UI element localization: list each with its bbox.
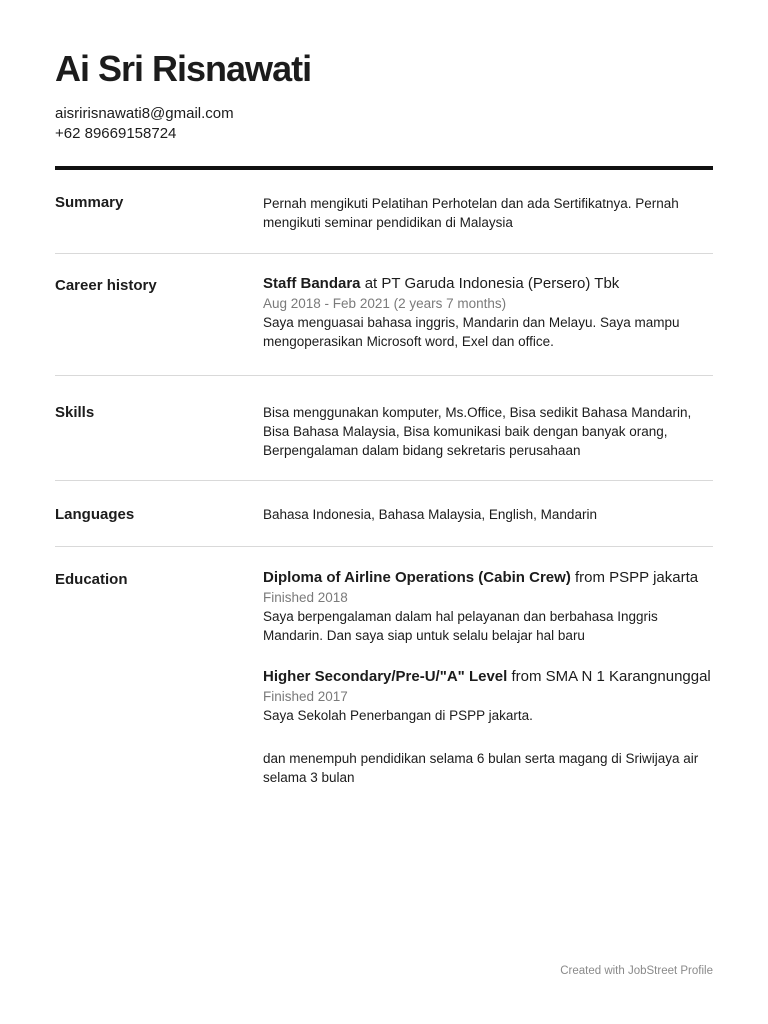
languages-text: Bahasa Indonesia, Bahasa Malaysia, English, Mandarin <box>263 507 597 522</box>
company-name: PT Garuda Indonesia (Persero) Tbk <box>381 275 620 292</box>
degree-name: Higher Secondary/Pre-U/"A" Level <box>263 668 508 685</box>
header-divider <box>55 166 713 170</box>
education-description: Saya berpengalaman dalam hal pelayanan dan berbahasa Inggris Mandarin. Dan saya siap untuk selalu belajar hal baru <box>263 609 658 643</box>
education-connector: from <box>507 668 546 685</box>
career-connector: at <box>360 275 382 292</box>
contact-block <box>55 104 234 144</box>
education-description: Saya Sekolah Penerbangan di PSPP jakarta. <box>263 708 533 723</box>
education-label: Education <box>55 571 128 588</box>
degree-name: Diploma of Airline Operations (Cabin Crew) <box>263 569 571 586</box>
skills-text: Bisa menggunakan komputer, Ms.Office, Bisa sedikit Bahasa Mandarin, Bisa Bahasa Malaysia, Bisa komunikasi baik dengan banyak orang, Berpengalaman dalam bidang sekretaris perusahaan <box>263 405 692 458</box>
career-description: Saya menguasai bahasa inggris, Mandarin dan Melayu. Saya mampu mengoperasikan Microsoft word, Exel dan office. <box>263 315 680 349</box>
footer-credit: Created with JobStreet Profile <box>560 965 713 977</box>
education-degree-line <box>263 667 713 687</box>
education-item <box>263 667 713 787</box>
school-name: PSPP jakarta <box>609 569 699 586</box>
school-name: SMA N 1 Karangnunggal <box>545 668 711 685</box>
summary-text: Pernah mengikuti Pelatihan Perhotelan dan ada Sertifikatnya. Pernah mengikuti seminar pendidikan di Malaysia <box>263 196 679 230</box>
education-description-extra: dan menempuh pendidikan selama 6 bulan serta magang di Sriwijaya air selama 3 bulan <box>263 751 699 785</box>
education-degree-line <box>263 568 713 588</box>
education-list <box>263 568 713 787</box>
job-title: Staff Bandara <box>263 275 361 292</box>
section-divider <box>55 546 713 547</box>
career-entry <box>263 274 713 351</box>
career-label: Career history <box>55 277 157 294</box>
education-connector: from <box>570 569 610 586</box>
languages-label: Languages <box>55 506 135 523</box>
email-text[interactable]: aisririsnawati8@gmail.com <box>55 105 234 122</box>
section-divider <box>55 375 713 376</box>
education-item <box>263 568 713 645</box>
education-finished: Finished 2017 <box>263 689 348 704</box>
section-divider <box>55 480 713 481</box>
phone-text: +62 89669158724 <box>55 125 177 142</box>
section-divider <box>55 253 713 254</box>
career-role <box>263 274 713 294</box>
skills-label: Skills <box>55 404 95 421</box>
career-period: Aug 2018 - Feb 2021 (2 years 7 months) <box>263 296 507 311</box>
candidate-name: Ai Sri Risnawati <box>55 48 312 89</box>
education-finished: Finished 2018 <box>263 590 348 605</box>
summary-label: Summary <box>55 194 124 211</box>
